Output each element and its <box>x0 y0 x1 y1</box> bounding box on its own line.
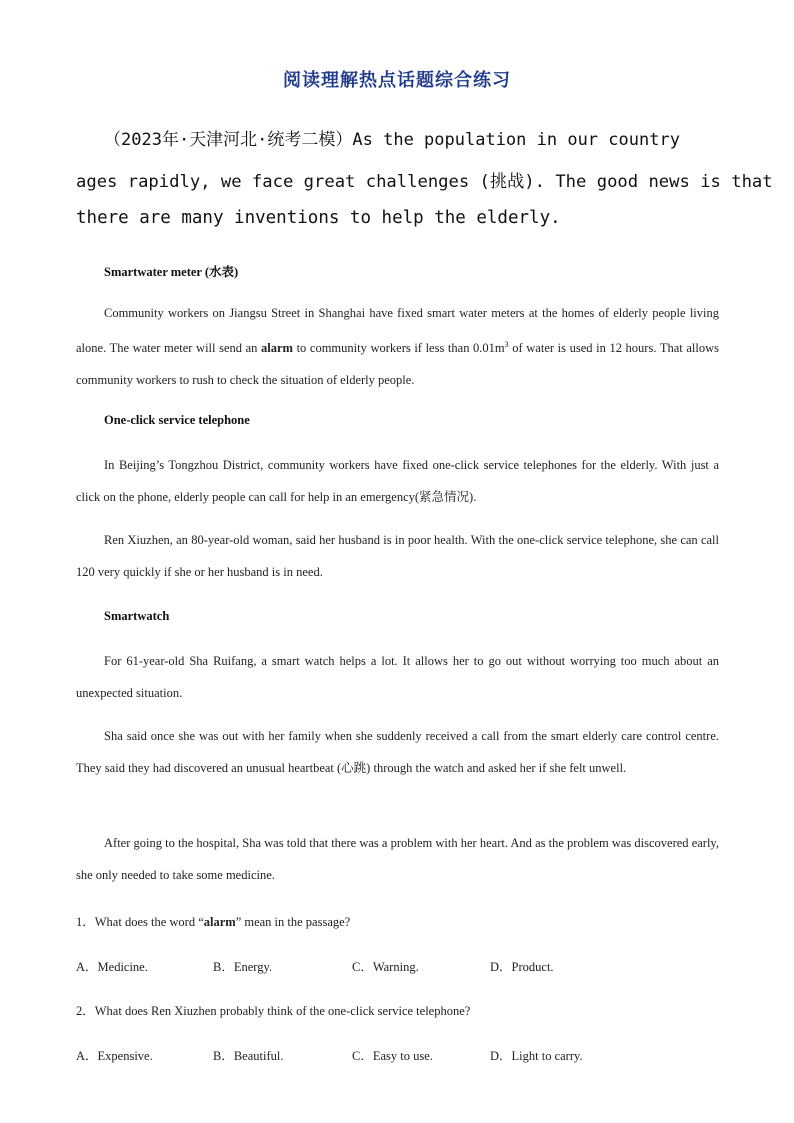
paragraph-water-meter: Community workers on Jiangsu Street in Shanghai have fixed smart water meters at the homes of elderly people living alone. The water meter will send an alarm to community workers if less than $0.01m^3$ of water is used in 12 hours. That allows community workers to rush to check the situation of elderly people. <box>76 306 719 388</box>
keyword-alarm: alarm <box>261 341 293 356</box>
paragraph-telephone-1: In Beijing’s Tongzhou District, community workers have fixed one-click service telephones for the elderly. With just a click on the phone, elderly people can call for help in an emergency(紧急情况). <box>76 458 719 504</box>
q1-option-b[interactable]: B．Energy. <box>213 960 273 974</box>
intro-line-2: ages rapidly, we face great challenges (挑战). The good news is that <box>76 172 773 192</box>
q1-option-c[interactable]: C．Warning. <box>352 960 419 974</box>
q1-option-d[interactable]: D．Product. <box>490 960 554 974</box>
paragraph-smartwatch-1: For 61-year-old Sha Ruifang, a smart watch helps a lot. It allows her to go out without worrying too much about an unexpected situation. <box>76 654 719 700</box>
paragraph-smartwatch-2: Sha said once she was out with her family when she suddenly received a call from the smart elderly care control centre. They said they had discovered an unusual heartbeat (心跳) through the watch and asked her if she felt unwell. <box>76 729 719 775</box>
section-heading-water-meter: Smartwater meter (水表) <box>104 265 239 279</box>
q2-option-d[interactable]: D．Light to carry. <box>490 1049 583 1063</box>
section-heading-telephone: One-click service telephone <box>104 413 250 427</box>
question-1: 1．What does the word “alarm” mean in the passage? <box>76 915 351 929</box>
q2-option-b[interactable]: B．Beautiful. <box>213 1049 284 1063</box>
intro-line-3: there are many inventions to help the elderly. <box>76 208 561 228</box>
paragraph-telephone-2: Ren Xiuzhen, an 80-year-old woman, said her husband is in poor health. With the one-click service telephone, she can call 120 very quickly if she or her husband is in need. <box>76 533 719 579</box>
q2-option-a[interactable]: A．Expensive. <box>76 1049 153 1063</box>
q2-option-c[interactable]: C．Easy to use. <box>352 1049 433 1063</box>
paragraph-smartwatch-3: After going to the hospital, Sha was told that there was a problem with her heart. And as the problem was discovered early, she only needed to take some medicine. <box>76 836 719 882</box>
section-heading-smartwatch: Smartwatch <box>104 609 170 623</box>
question-2: 2．What does Ren Xiuzhen probably think of the one-click service telephone? <box>76 1004 471 1018</box>
intro-line-1: （2023年·天津河北·统考二模）As the population in our country <box>104 130 680 150</box>
page-title: 阅读理解热点话题综合练习 <box>283 70 511 91</box>
q1-option-a[interactable]: A．Medicine. <box>76 960 148 974</box>
